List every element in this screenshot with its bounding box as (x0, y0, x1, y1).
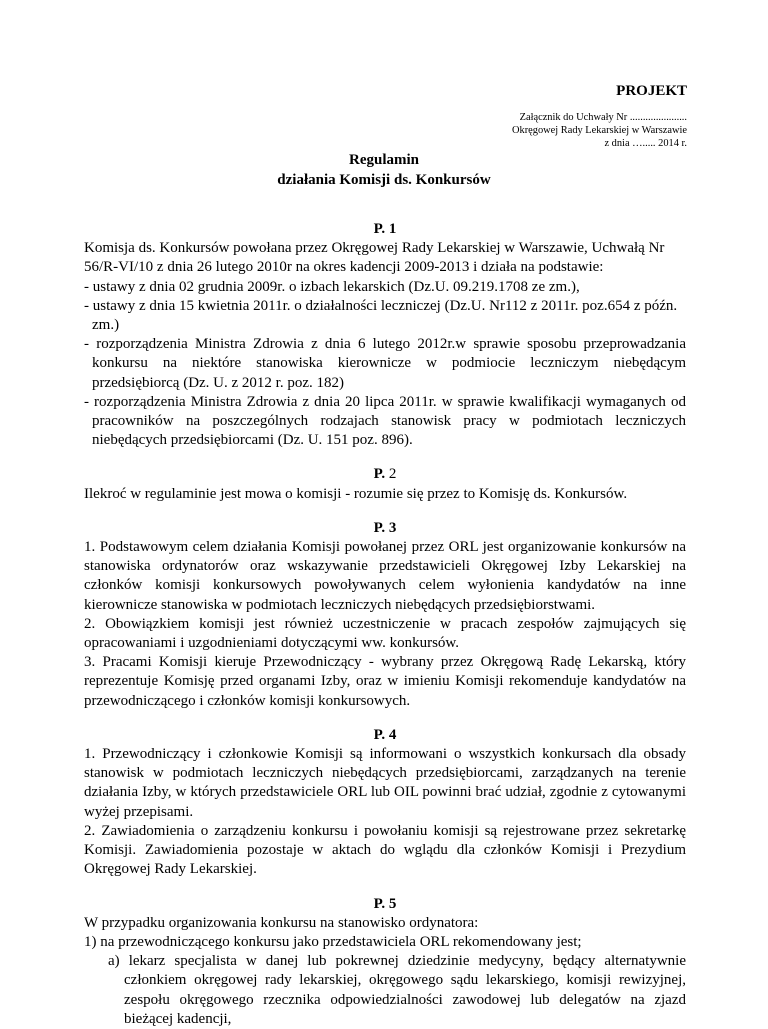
annex-note (512, 111, 687, 150)
annex-line: z dnia …..... 2014 r. (604, 138, 687, 149)
title-line: działania Komisji ds. Konkursów (277, 172, 491, 188)
annex-line: Okręgowej Rady Lekarskiej w Warszawie (512, 125, 687, 136)
list-item: - ustawy z dnia 15 kwietnia 2011r. o działalności leczniczej (Dz.U. Nr112 z 2011r. poz.654 z późn. zm.) (84, 297, 678, 334)
projekt-label: PROJEKT (616, 83, 687, 99)
section-heading-p5: P. 5 (373, 895, 397, 912)
section-heading-p4: P. 4 (373, 726, 397, 743)
list-item: 3. Pracami Komisji kieruje Przewodniczący - wybrany przez Okręgową Radę Lekarską, który reprezentuje Komisję przed organami Izby, oraz w imieniu Komisji rekomenduje kandydatów na przewodniczącego i członków komisji konkursowych. (84, 654, 686, 709)
section-paragraph: Komisja ds. Konkursów powołana przez Okręgowej Rady Lekarskiej w Warszawie, Uchwałą Nr 56/R-VI/10 z dnia 26 lutego 2010r na okres kadencji 2009-2013 i działa na podstawie: (84, 240, 665, 276)
annex-line: Załącznik do Uchwały Nr ...................... (519, 112, 687, 123)
heading-label: P. (373, 466, 386, 483)
section-heading-p2 (84, 465, 686, 484)
heading-number: 2 (385, 466, 397, 483)
sub-list-item: a) lekarz specjalista w danej lub pokrewnej dziedzinie medycyny, będący alternatywnie członkiem okręgowej rady lekarskiej, okręgowego sądu lekarskiego, komisji rewizyjnej, zespołu okręgowego rzecznika odpowiedzialności zawodowej lub delegatów na zjazd bieżącej kadencji, (108, 953, 686, 1027)
document-title (0, 150, 768, 190)
list-item: - rozporządzenia Ministra Zdrowia z dnia 20 lipca 2011r. w sprawie kwalifikacji wymaganych od pracowników na poszczególnych rodzajach stanowisk pracy w podmiotach leczniczych niebędących przedsiębiorcami (Dz. U. 151 poz. 896). (84, 393, 686, 449)
section-heading-p1: P. 1 (373, 221, 397, 237)
list-item: 1. Podstawowym celem działania Komisji powołanej przez ORL jest organizowanie konkursów na stanowiska ordynatorów oraz wskazywanie przedstawicieli Okręgowej Izby Lekarskiej na członków komisji konkursowych powoływanych celem wyłonienia kandydatów na inne kierownicze stanowiska w podmiotach leczniczych niebędących przedsiębiorstwami. (84, 539, 686, 613)
list-item: - rozporządzenia Ministra Zdrowia z dnia 6 lutego 2012r.w sprawie sposobu przeprowadzania konkursu na niektóre stanowiska kierownicze w podmiocie leczniczym niebędącym przedsiębiorcą (Dz. U. z 2012 r. poz. 182) (84, 336, 686, 391)
section-paragraph: Ilekroć w regulaminie jest mowa o komisji - rozumie się przez to Komisję ds. Konkursów. (84, 485, 628, 502)
list-item: 2. Obowiązkiem komisji jest również uczestniczenie w pracach zespołów zajmujących się opracowaniami i uzgodnieniami dotyczącymi ww. konkursów. (84, 615, 686, 652)
section-heading-p3: P. 3 (373, 519, 397, 536)
list-item: 1. Przewodniczący i członkowie Komisji są informowani o wszystkich konkursach dla obsady stanowisk w podmiotach leczniczych niebędących przedsiębiorcami, zarządzanych na terenie działania Izby, w których przedstawiciele ORL lub OIL powinni brać udział, zgodnie z cytowanymi wyżej przepisami. (84, 746, 686, 820)
document-body (84, 220, 686, 1029)
section-paragraph: W przypadku organizowania konkursu na stanowisko ordynatora: (84, 914, 479, 931)
list-item: 2. Zawiadomienia o zarządzeniu konkursu i powołaniu komisji są rejestrowane przez sekretarkę Komisji. Zawiadomienia pozostaje w aktach do wglądu dla członków Komisji i Prezydium Okręgowej Rady Lekarskiej. (84, 822, 686, 878)
list-item: - ustawy z dnia 02 grudnia 2009r. o izbach lekarskich (Dz.U. 09.219.1708 ze zm.), (84, 278, 580, 295)
list-item: 1) na przewodniczącego konkursu jako przedstawiciela ORL rekomendowany jest; (84, 933, 582, 950)
title-line: Regulamin (348, 152, 419, 168)
